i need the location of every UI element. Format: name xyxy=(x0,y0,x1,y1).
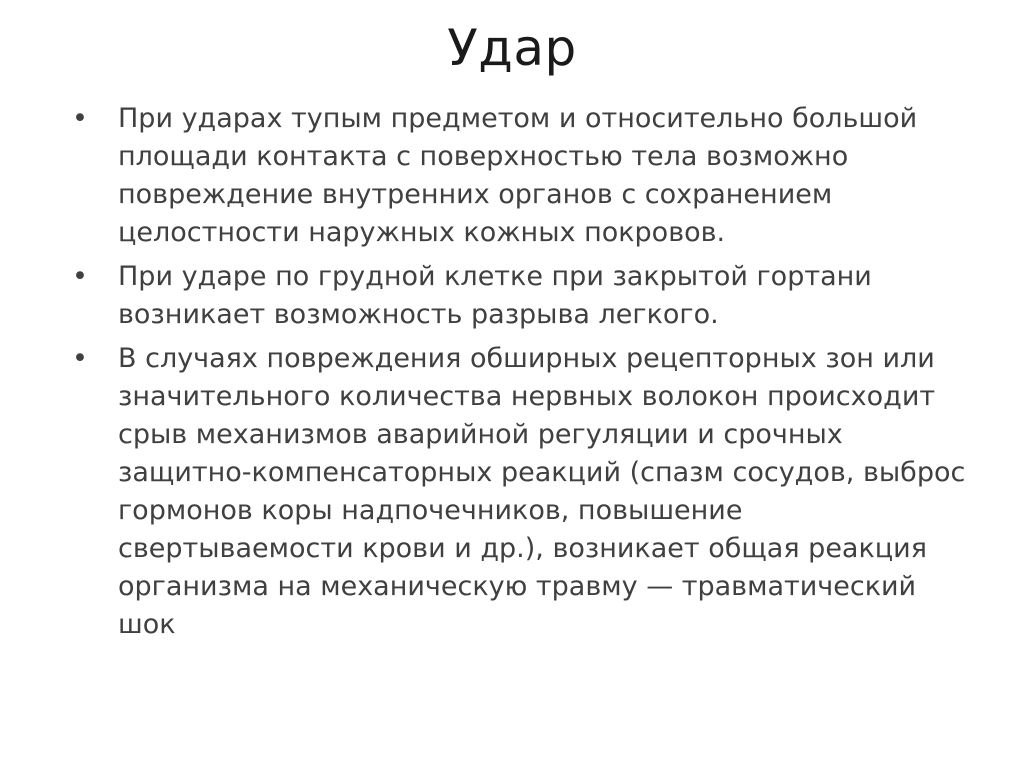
bullet-marker: • xyxy=(72,343,88,374)
bullet-text: В случаях повреждения обширных рецепторных зон или значительного количества нервных волокон происходит срыв механизмов аварийной регуляции и срочных защитно-компенсаторных реакций (спазм сосудов, выброс гормонов коры надпочечников, повышение свертываемости крови и др.), возникает общая реакция организма на механическую травму — травматический шок xyxy=(118,343,966,640)
bullet-list xyxy=(72,100,972,650)
bullet-item xyxy=(72,100,972,252)
bullet-marker: • xyxy=(72,103,88,134)
bullet-text: При ударе по грудной клетке при закрытой гортани возникает возможность разрыва легкого. xyxy=(118,261,872,330)
bullet-item xyxy=(72,340,972,644)
slide-title: Удар xyxy=(447,19,577,77)
bullet-text: При ударах тупым предметом и относительно большой площади контакта с поверхностью тела возможно повреждение внутренних органов с сохранением целостности наружных кожных покровов. xyxy=(118,103,918,248)
bullet-item xyxy=(72,258,972,334)
bullet-marker: • xyxy=(72,261,88,292)
